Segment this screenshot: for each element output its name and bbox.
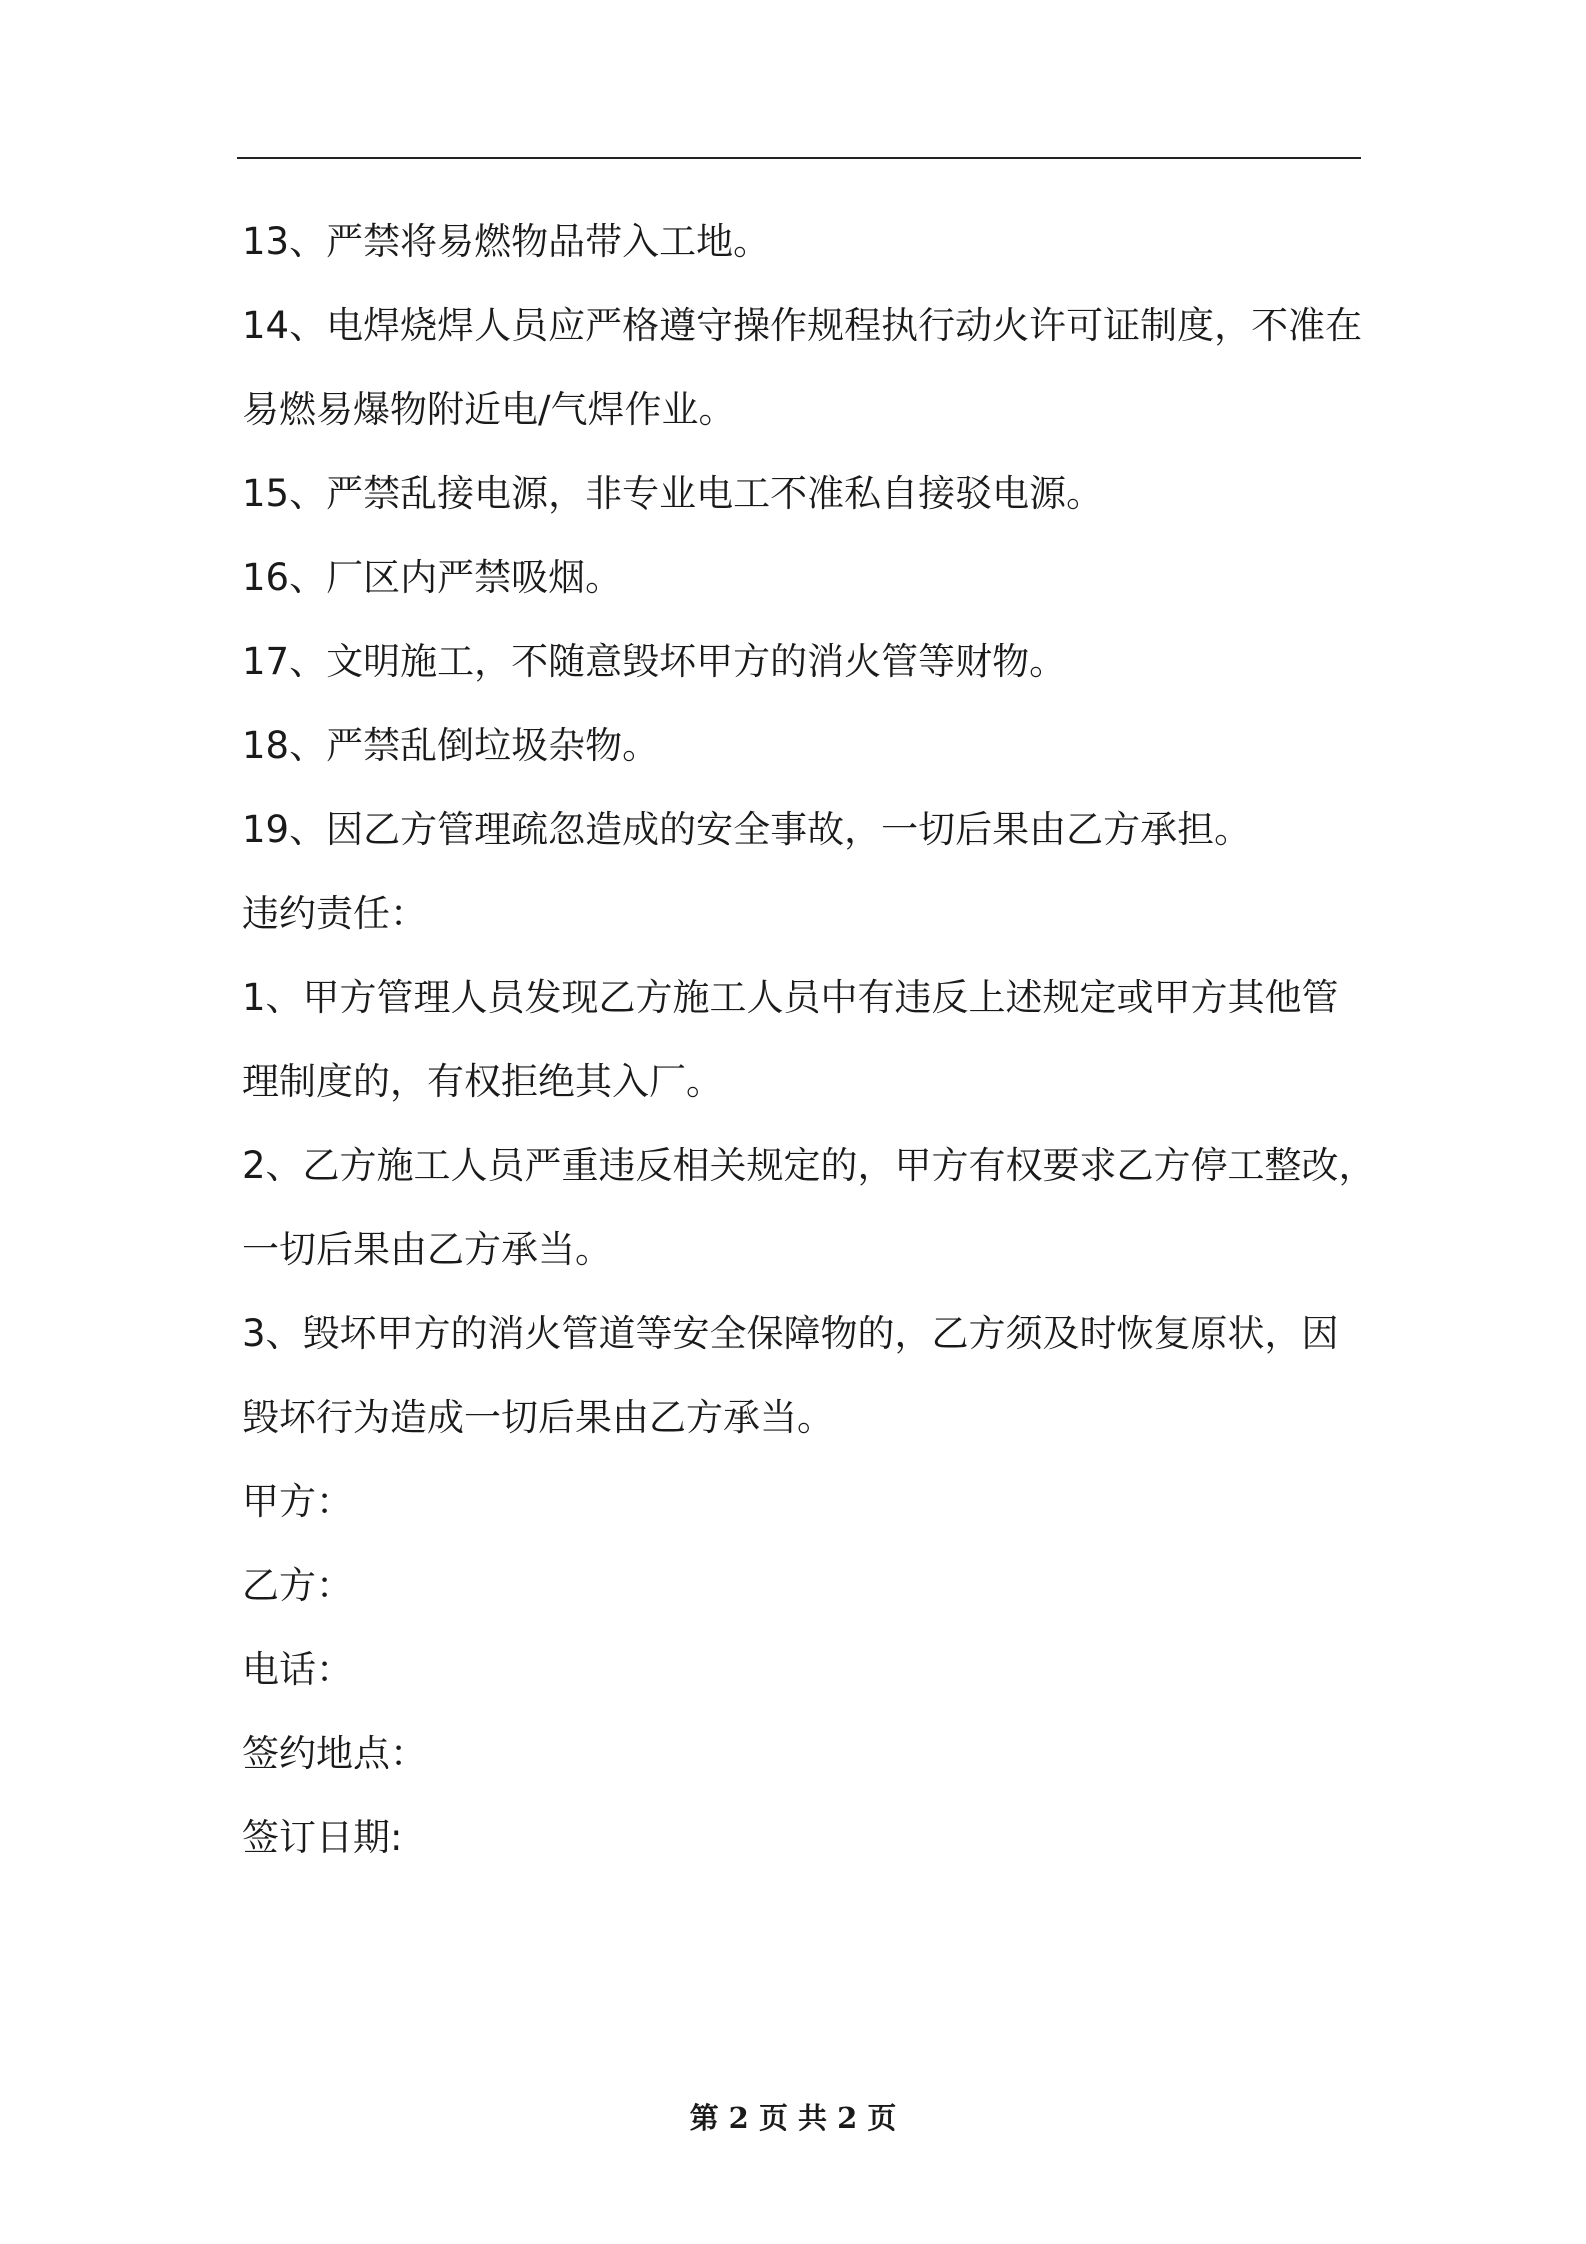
liability-1-line-1: 1、甲方管理人员发现乙方施工人员中有违反上述规定或甲方其他管 xyxy=(242,976,1339,1019)
party-a-field: 甲方： xyxy=(242,1480,353,1523)
rule-13: 13、严禁将易燃物品带入工地。 xyxy=(242,220,771,263)
liability-2-line-1: 2、乙方施工人员严重违反相关规定的，甲方有权要求乙方停工整改， xyxy=(242,1144,1376,1187)
liability-3-line-1: 3、毁坏甲方的消火管道等安全保障物的，乙方须及时恢复原状，因 xyxy=(242,1312,1339,1355)
rule-19: 19、因乙方管理疏忽造成的安全事故，一切后果由乙方承担。 xyxy=(242,808,1252,851)
page-number-footer: 第 2 页 共 2 页 xyxy=(689,2101,897,2135)
document-body xyxy=(242,200,1376,1880)
rule-15: 15、严禁乱接电源，非专业电工不准私自接驳电源。 xyxy=(242,472,1104,515)
liability-1-line-2: 理制度的，有权拒绝其入厂。 xyxy=(242,1060,723,1103)
party-b-field: 乙方： xyxy=(242,1564,353,1607)
rule-14-line-1: 14、电焊烧焊人员应严格遵守操作规程执行动火许可证制度，不准在 xyxy=(242,304,1363,347)
rule-16: 16、厂区内严禁吸烟。 xyxy=(242,556,623,599)
signing-date-field: 签订日期: xyxy=(242,1816,403,1859)
header-rule xyxy=(237,157,1361,159)
liability-2-line-2: 一切后果由乙方承当。 xyxy=(242,1228,612,1271)
rule-18: 18、严禁乱倒垃圾杂物。 xyxy=(242,724,660,767)
phone-field: 电话： xyxy=(242,1648,353,1691)
liability-3-line-2: 毁坏行为造成一切后果由乙方承当。 xyxy=(242,1396,834,1439)
liability-heading: 违约责任： xyxy=(242,892,427,935)
rule-17: 17、文明施工，不随意毁坏甲方的消火管等财物。 xyxy=(242,640,1067,683)
signing-location-field: 签约地点： xyxy=(242,1732,427,1775)
rule-14-line-2: 易燃易爆物附近电/气焊作业。 xyxy=(242,388,736,431)
